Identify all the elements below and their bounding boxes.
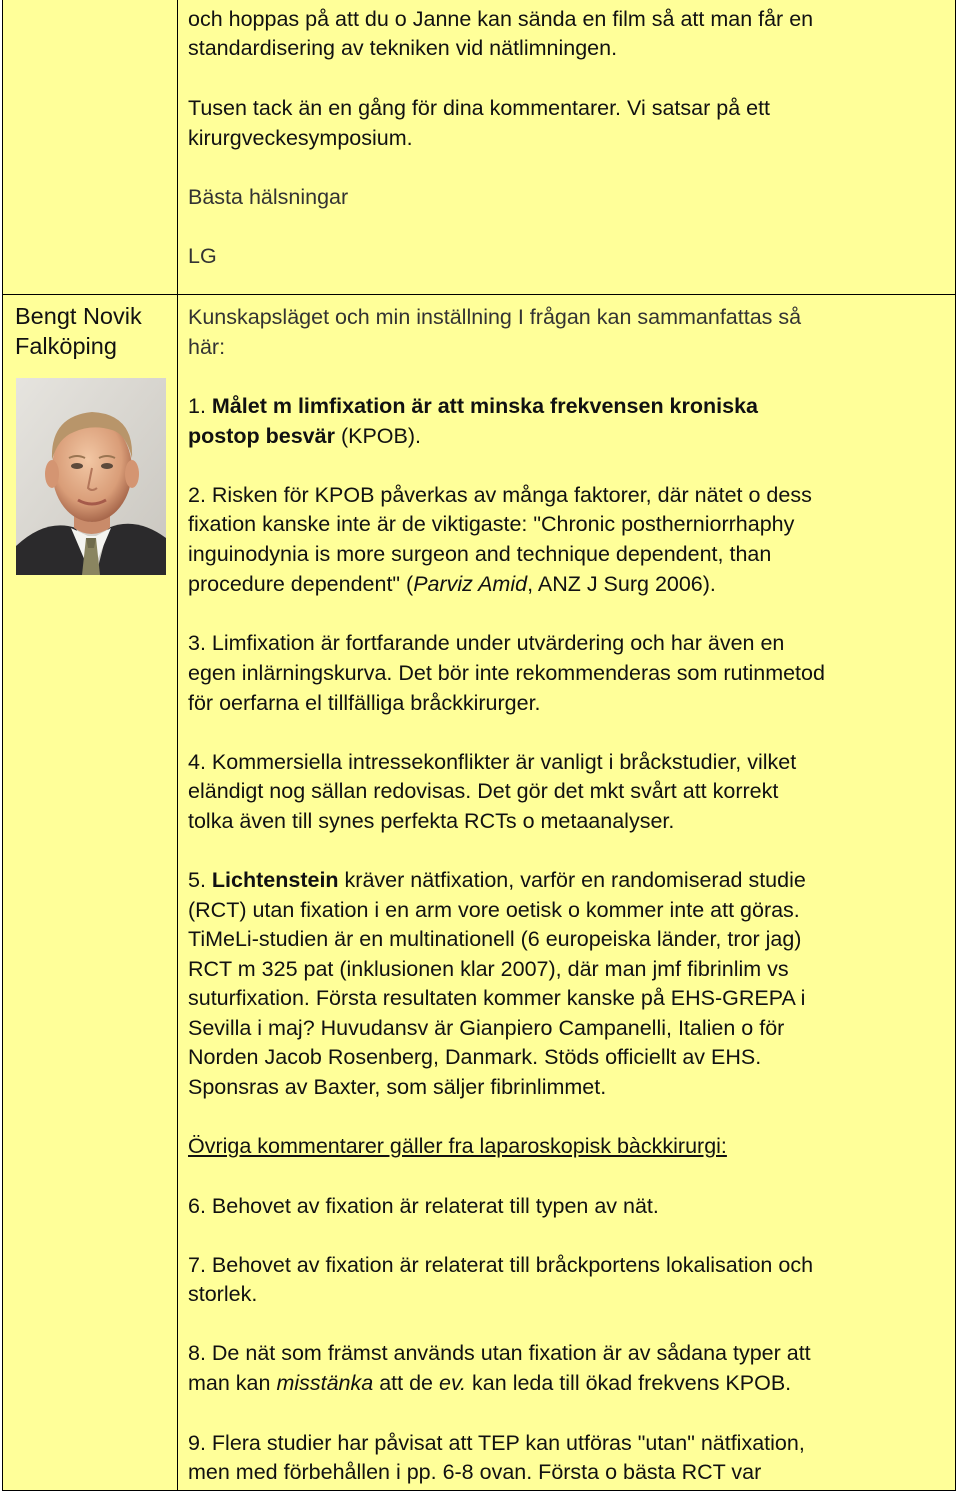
- text-line: eländigt nog sällan redovisas. Det gör det mkt svårt att korrekt: [188, 779, 779, 803]
- text-line: Tusen tack än en gång för dina kommentarer. Vi satsar på ett: [188, 96, 771, 120]
- text-line: Norden Jacob Rosenberg, Danmark. Stöds officiellt av EHS.: [188, 1045, 762, 1069]
- text-line: kirurgveckesymposium.: [188, 126, 413, 150]
- greeting: Bästa hälsningar: [188, 185, 349, 209]
- text-line: 4. Kommersiella intressekonflikter är vanligt i bråckstudier, vilket: [188, 750, 797, 774]
- text-line: men med förbehållen i pp. 6-8 ovan. Första o bästa RCT var: [188, 1460, 762, 1484]
- author-place: Falköping: [15, 333, 117, 359]
- text-line-mixed: [188, 1369, 791, 1399]
- point-1: [188, 392, 758, 422]
- plain-text: (KPOB).: [340, 424, 421, 448]
- bold-text: Målet m limfixation är att minska frekvensen kroniska: [211, 394, 758, 418]
- point-number: 5.: [188, 868, 206, 892]
- text-line: inguinodynia is more surgeon and technique dependent, than: [188, 542, 772, 566]
- text-line: suturfixation. Första resultaten kommer kanske på EHS-GREPA i: [188, 986, 806, 1010]
- plain-text: kräver nätfixation, varför en randomiserad studie: [344, 868, 806, 892]
- text-line: för oerfarna el tillfälliga bråckkirurger.: [188, 691, 541, 715]
- text-line: egen inlärningskurva. Det bör inte rekommenderas som rutinmetod: [188, 661, 825, 685]
- italic-text: ev.: [438, 1371, 467, 1395]
- text-line: tolka även till synes perfekta RCTs o metaanalyser.: [188, 809, 675, 833]
- text-line: 2. Risken för KPOB påverkas av många faktorer, där nätet o dess: [188, 483, 812, 507]
- text-line: (RCT) utan fixation i en arm vore oetisk o kommer inte att göras.: [188, 898, 800, 922]
- point-5: [188, 866, 806, 896]
- text-line: standardisering av tekniken vid nätlimningen.: [188, 36, 618, 60]
- text-line: Sponsras av Baxter, som säljer fibrinlimmet.: [188, 1075, 607, 1099]
- plain-text: man kan: [188, 1371, 277, 1395]
- plain-text: , ANZ J Surg 2006).: [527, 572, 716, 596]
- text-line: 6. Behovet av fixation är relaterat till typen av nät.: [188, 1194, 659, 1218]
- plain-text: procedure dependent" (: [188, 572, 414, 596]
- row-divider: [2, 294, 956, 295]
- author-name: Bengt Novik: [15, 303, 142, 329]
- text-line: och hoppas på att du o Janne kan sända en film så att man får en: [188, 7, 814, 31]
- text-line: 3. Limfixation är fortfarande under utvärdering och har även en: [188, 631, 785, 655]
- text-line: RCT m 325 pat (inklusionen klar 2007), där man jmf fibrinlim vs: [188, 957, 789, 981]
- point-1-cont: [188, 422, 421, 452]
- column-divider: [177, 0, 178, 1491]
- bold-text: postop besvär: [188, 424, 335, 448]
- point-number: 1.: [188, 394, 206, 418]
- citation-line: [188, 570, 716, 600]
- text-line: storlek.: [188, 1282, 258, 1306]
- text-line: 9. Flera studier har påvisat att TEP kan utföras "utan" nätfixation,: [188, 1431, 805, 1455]
- signoff: LG: [188, 244, 217, 268]
- plain-text: att de: [373, 1371, 439, 1395]
- text-line: fixation kanske inte är de viktigaste: "Chronic postherniorrhaphy: [188, 512, 795, 536]
- italic-text: misstänka: [276, 1371, 374, 1395]
- intro-line: här:: [188, 335, 226, 359]
- plain-text: kan leda till ökad frekvens KPOB.: [466, 1371, 792, 1395]
- text-line: Sevilla i maj? Huvudansv är Gianpiero Campanelli, Italien o för: [188, 1016, 785, 1040]
- text-line: 8. De nät som främst används utan fixation är av sådana typer att: [188, 1341, 811, 1365]
- section-heading: Övriga kommentarer gäller fra laparoskopisk bàckkirurgi:: [188, 1134, 727, 1158]
- italic-text: Parviz Amid: [413, 572, 528, 596]
- intro-line: Kunskapsläget och min inställning I frågan kan sammanfattas så: [188, 305, 802, 329]
- portrait-image: [16, 378, 166, 575]
- author-photo: [16, 378, 166, 575]
- text-line: TiMeLi-studien är en multinationell (6 europeiska länder, tror jag): [188, 927, 802, 951]
- bold-text: Lichtenstein: [211, 868, 339, 892]
- text-line: 7. Behovet av fixation är relaterat till bråckportens lokalisation och: [188, 1253, 814, 1277]
